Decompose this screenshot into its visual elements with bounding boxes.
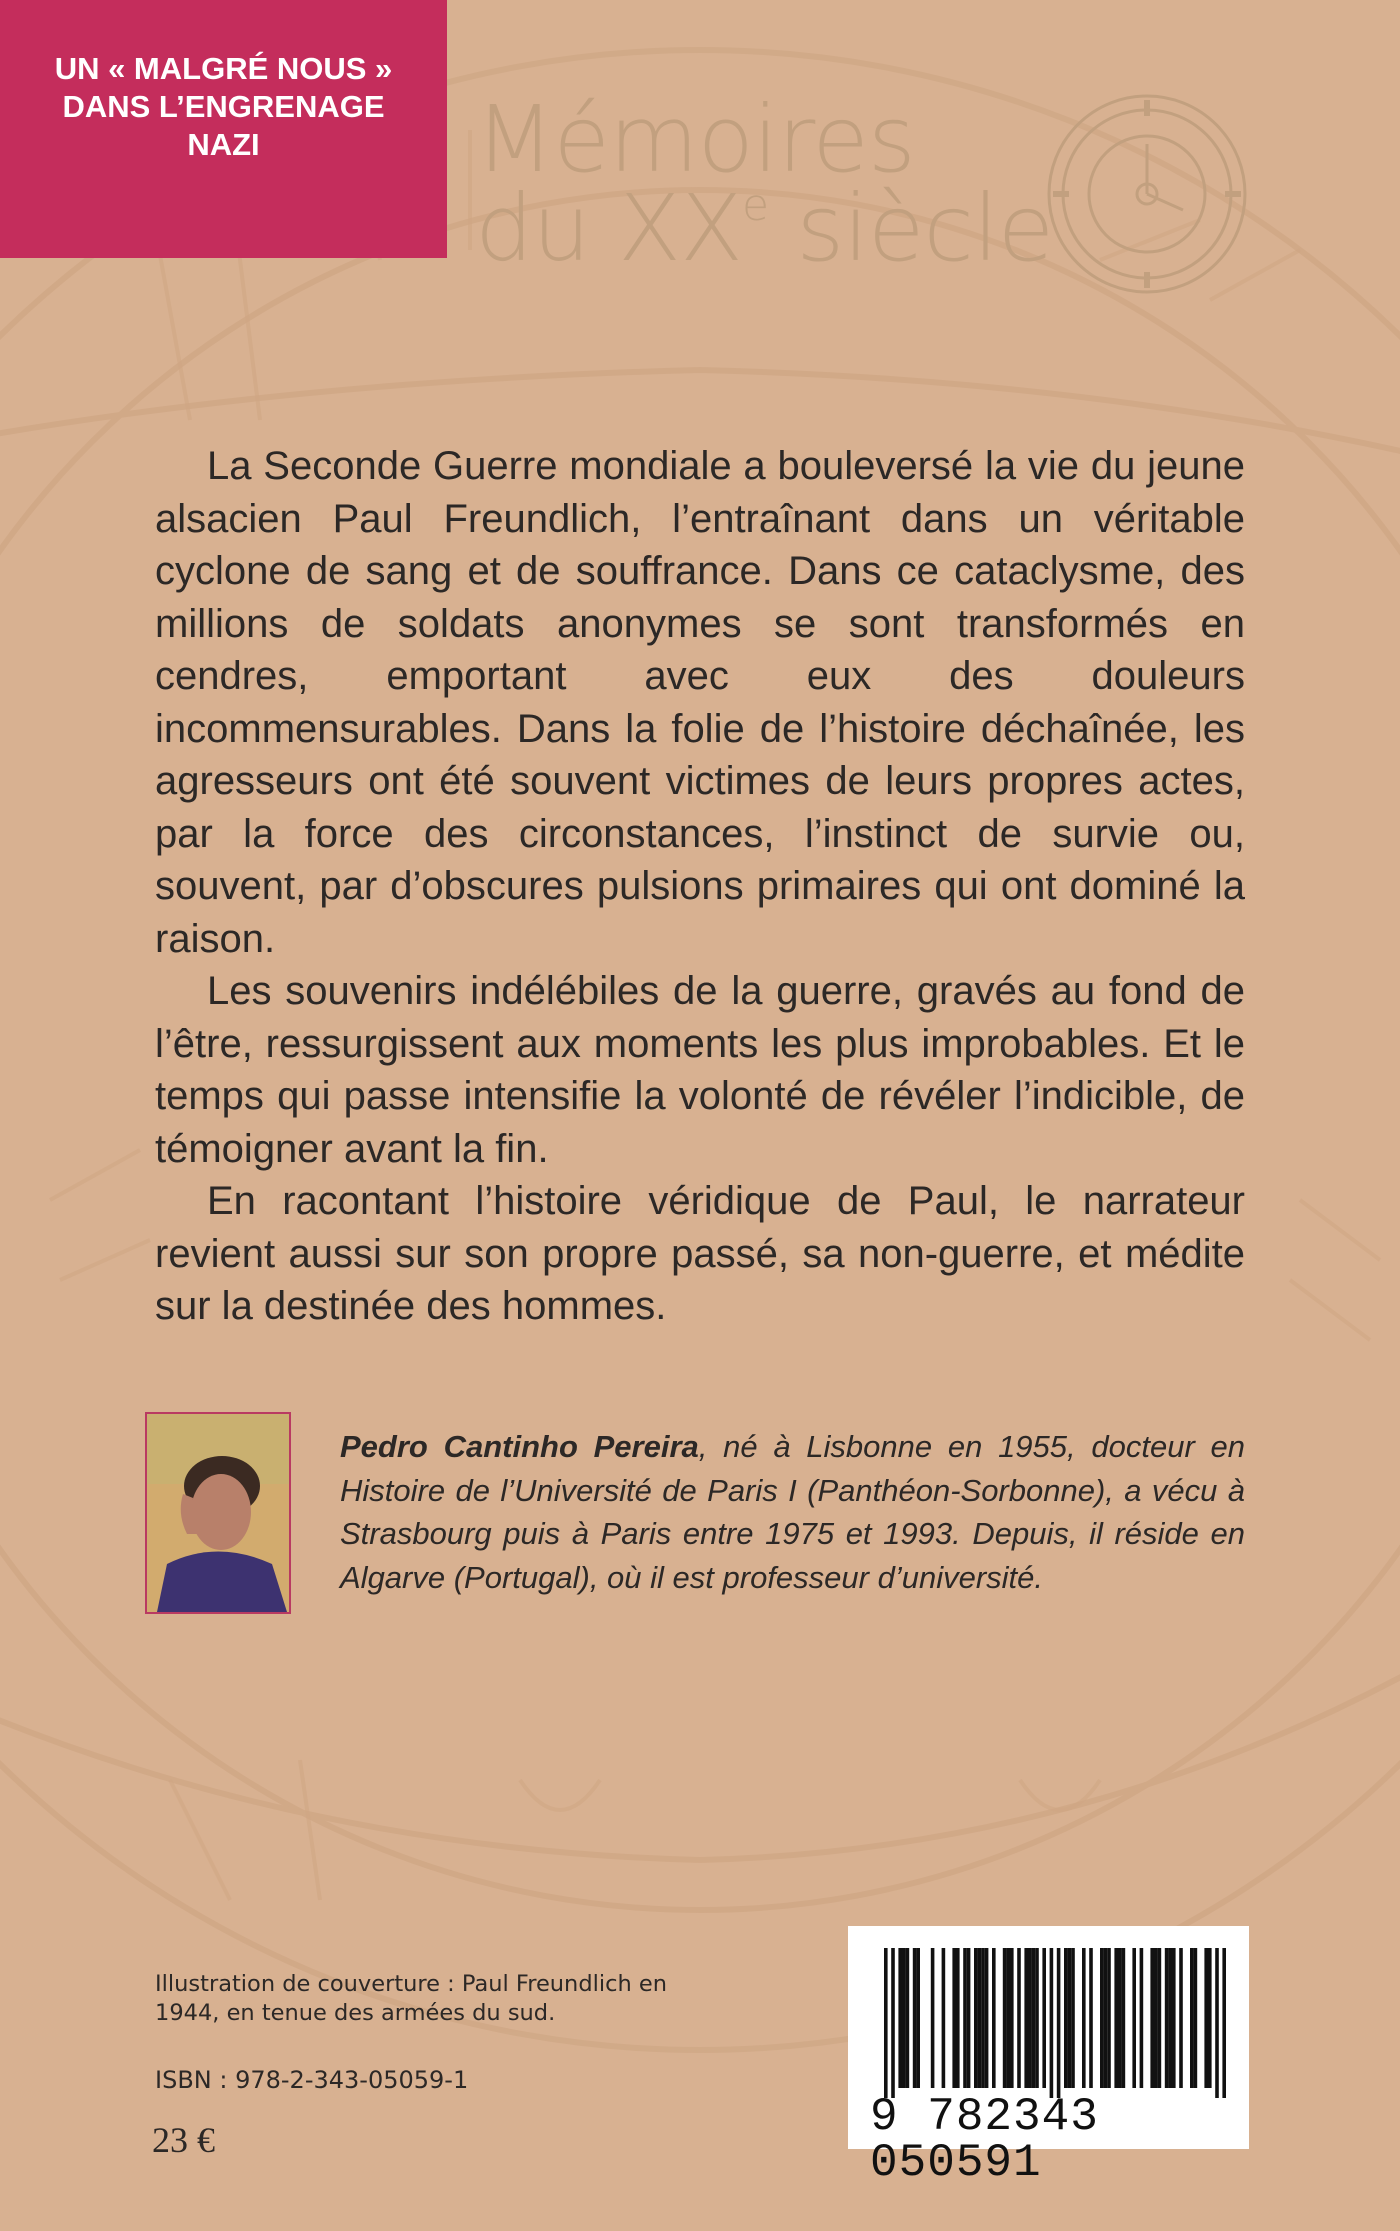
barcode-bar (902, 1948, 906, 2088)
series-title (475, 86, 1054, 282)
author-portrait-icon (147, 1414, 289, 1612)
barcode-bar (1035, 1948, 1039, 2088)
barcode-bar (1006, 1948, 1010, 2088)
summary-paragraph-2: Les souvenirs indélébiles de la guerre, gravés au fond de l’être, ressurgissent aux moments les plus improbables. Et le temps qui passe intensifie la volonté de révéler l’indicible, de témoigner avant la fin. (155, 969, 1245, 1171)
barcode-bar (1003, 1948, 1007, 2088)
barcode-bar (1140, 1948, 1144, 2088)
barcode-bar (1010, 1948, 1014, 2088)
barcode-bar (1082, 1948, 1086, 2088)
isbn-barcode (848, 1926, 1249, 2189)
author-name: Pedro Cantinho Pereira (340, 1429, 699, 1464)
barcode-bar (1179, 1948, 1183, 2088)
barcode-bar (1154, 1948, 1158, 2088)
barcode-bar (916, 1948, 920, 2088)
barcode-bar (1068, 1948, 1072, 2088)
price-label: 23 € (152, 2120, 215, 2160)
barcode-bar (1215, 1948, 1219, 2098)
barcode-bar (1172, 1948, 1176, 2088)
barcode-bar (1050, 1948, 1054, 2098)
banner-line-1: UN « MALGRÉ NOUS » (54, 51, 393, 86)
banner-line-2: DANS L’ENGRENAGE (62, 89, 385, 124)
barcode-bar (931, 1948, 935, 2088)
barcode-bar (1017, 1948, 1021, 2088)
barcode-bar (963, 1948, 967, 2088)
barcode-bar (1024, 1948, 1028, 2088)
barcode-bar (978, 1948, 982, 2088)
series-title-line-2: du XXe siècle (475, 175, 1054, 282)
isbn-label: ISBN : 978-2-343-05059-1 (155, 2066, 469, 2094)
author-biography (340, 1425, 1245, 1599)
barcode-bar (956, 1948, 960, 2088)
barcode-bar (1158, 1948, 1162, 2088)
barcode-bar (1222, 1948, 1226, 2098)
barcode-bar (898, 1948, 902, 2088)
barcode-bar (985, 1948, 989, 2088)
barcode-bar (1204, 1948, 1208, 2088)
barcode-bar (884, 1948, 888, 2098)
barcode-bar (974, 1948, 978, 2088)
barcode-bar (1114, 1948, 1118, 2088)
barcode-bar (1122, 1948, 1126, 2088)
barcode-bar (1107, 1948, 1111, 2088)
author-bio-text: , né à Lisbonne en 1955, docteur en Histoire de l’Université de Paris I (Panthéon-Sorbonne), a vécu à Strasbourg puis à Paris entre 1975 et 1993. Depuis, il réside en Algarve (Portugal), où il est professeur d’université. (340, 1429, 1245, 1595)
author-photo (145, 1412, 291, 1614)
barcode-bar (913, 1948, 917, 2088)
barcode-bar (952, 1948, 956, 2088)
barcode-bar (1064, 1948, 1068, 2088)
barcode-bar (1089, 1948, 1093, 2088)
barcode-bar (1057, 1948, 1061, 2098)
barcode-digits: 9 782343 050591 (870, 2091, 1099, 2189)
barcode-bar (1132, 1948, 1136, 2088)
barcode-bar (1042, 1948, 1046, 2088)
barcode-bar (1208, 1948, 1212, 2088)
summary-paragraph-3: En racontant l’histoire véridique de Paul, le narrateur revient aussi sur son propre passé, sa non-guerre, et médite sur la destinée des hommes. (155, 1179, 1245, 1328)
barcode-bar (1190, 1948, 1194, 2088)
barcode-bar (942, 1948, 946, 2088)
barcode-bar (1150, 1948, 1154, 2088)
barcode-bar (891, 1948, 895, 2098)
banner-line-3: NAZI (187, 127, 260, 162)
tagline-banner (0, 0, 447, 258)
clock-logo-icon (1045, 92, 1250, 297)
barcode-bar (1168, 1948, 1172, 2088)
series-title-line-1: Mémoires (475, 86, 915, 193)
barcode-bar (906, 1948, 910, 2088)
barcode-bar (1165, 1948, 1169, 2088)
barcode-bar (1118, 1948, 1122, 2088)
back-cover-summary (155, 440, 1245, 1333)
barcode-bar (992, 1948, 996, 2088)
barcode-bar (1071, 1948, 1075, 2088)
barcode-bar (1028, 1948, 1032, 2088)
barcode-bar (981, 1948, 985, 2088)
summary-paragraph-1: La Seconde Guerre mondiale a bouleversé la vie du jeune alsacien Paul Freundlich, l’entraînant dans un véritable cyclone de sang et de souffrance. Dans ce cataclysme, des millions de soldats anonymes se sont transformés en cendres, emportant avec eux des douleurs incommensurables. Dans la folie de l’histoire déchaînée, les agresseurs ont été souvent victimes de leurs propres actes, par la force des circonstances, l’instinct de survie ou, souvent, par d’obscures pulsions primaires qui ont dominé la raison. (155, 444, 1245, 961)
cover-illustration-credit: Illustration de couverture : Paul Freundlich en 1944, en tenue des armées du sud. (155, 1971, 667, 2026)
series-superscript: e (742, 180, 769, 231)
barcode-bar (1032, 1948, 1036, 2088)
barcode-bar (1104, 1948, 1108, 2088)
barcode-bar (967, 1948, 971, 2088)
barcode-bar (1100, 1948, 1104, 2088)
barcode-bar (1194, 1948, 1198, 2088)
